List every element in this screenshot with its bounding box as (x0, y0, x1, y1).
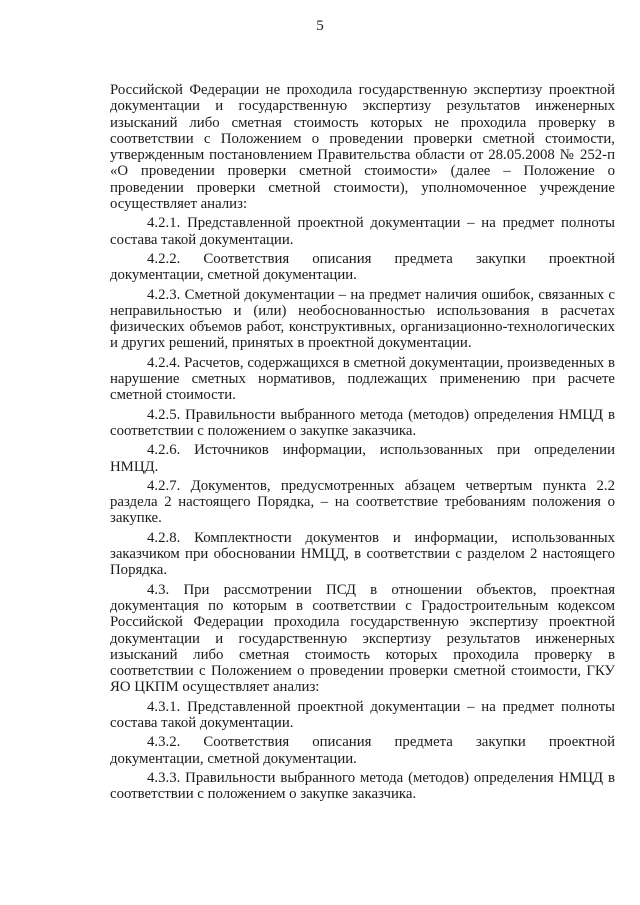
page-number: 5 (316, 18, 324, 34)
paragraph-4-2-7: 4.2.7. Документов, предусмотренных абзацем четвертым пункта 2.2 раздела 2 настоящего Порядка, – на соответствие требованиям положения о закупке. (110, 477, 615, 527)
paragraph-continuation: Российской Федерации не проходила государственную экспертизу проектной документации и государственную экспертизу результатов инженерных изысканий либо сметная стоимость которых не проходила проверку в соответствии с Положением о проведении проверки сметной стоимости, утвержденным постановлением Правительства области от 28.05.2008 № 252-п «О проведении проверки сметной стоимости» (далее – Положение о проведении проверки сметной стоимости), уполномоченное учреждение осуществляет анализ: (110, 82, 615, 213)
paragraph-4-2-6: 4.2.6. Источников информации, использованных при определении НМЦД. (110, 442, 615, 475)
paragraph-4-2-8: 4.2.8. Комплектности документов и информации, использованных заказчиком при обосновании НМЦД, в соответствии с разделом 2 настоящего Порядка. (110, 529, 615, 579)
paragraph-4-2-1: 4.2.1. Представленной проектной документации – на предмет полноты состава такой документации. (110, 215, 615, 248)
paragraph-4-3: 4.3. При рассмотрении ПСД в отношении объектов, проектная документация по которым в соответствии с Градостроительным кодексом Российской Федерации проходила государственную экспертизу проектной документации и государственную экспертизу результатов инженерных изысканий либо сметная стоимость которых проходила проверку в соответствии с Положением о проведении проверки сметной стоимости, ГКУ ЯО ЦКПМ осуществляет анализ: (110, 581, 615, 696)
paragraph-4-3-2: 4.3.2. Соответствия описания предмета закупки проектной документации, сметной документации. (110, 734, 615, 767)
paragraph-4-2-4: 4.2.4. Расчетов, содержащихся в сметной документации, произведенных в нарушение сметных нормативов, подлежащих применению при расчете сметной стоимости. (110, 354, 615, 404)
paragraph-4-3-3: 4.3.3. Правильности выбранного метода (методов) определения НМЦД в соответствии с положением о закупке заказчика. (110, 769, 615, 803)
document-body (110, 82, 615, 805)
paragraph-4-3-1: 4.3.1. Представленной проектной документации – на предмет полноты состава такой документации. (110, 698, 615, 731)
paragraph-4-2-5: 4.2.5. Правильности выбранного метода (методов) определения НМЦД в соответствии с положением о закупке заказчика. (110, 406, 615, 439)
paragraph-4-2-2: 4.2.2. Соответствия описания предмета закупки проектной документации, сметной документации. (110, 250, 615, 284)
paragraph-4-2-3: 4.2.3. Сметной документации – на предмет наличия ошибок, связанных с неправильностью и (или) необоснованностью использования в расчетах физических объемов работ, конструктивных, организационно-технологических и других решений, принятых в проектной документации. (110, 286, 615, 352)
